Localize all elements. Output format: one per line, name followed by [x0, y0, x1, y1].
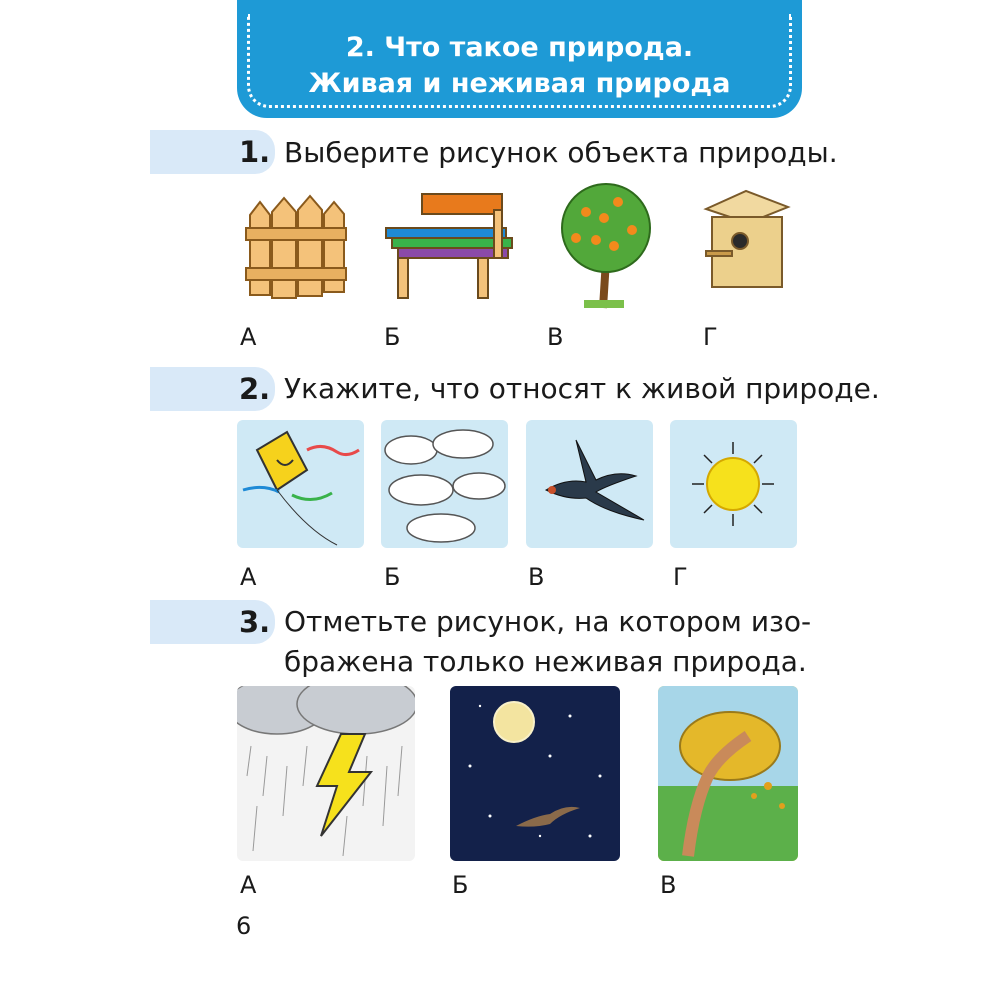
q3-option-a-label: А	[240, 871, 257, 899]
tree-icon[interactable]	[548, 180, 666, 310]
sun-icon	[670, 420, 797, 548]
question-3-text-line1: Отметьте рисунок, на котором изо-	[284, 605, 812, 638]
question-2-text: Укажите, что относят к живой природе.	[284, 372, 880, 405]
q2-option-b-label: Б	[384, 563, 401, 591]
q2-option-a-label: А	[240, 563, 257, 591]
question-1-number: 1.	[239, 135, 271, 169]
q1-option-g-label: Г	[703, 323, 718, 351]
windy-tree-icon	[658, 686, 798, 861]
birdhouse-icon[interactable]	[700, 183, 792, 293]
q3-option-b-label: Б	[452, 871, 469, 899]
q1-option-v-label: В	[547, 323, 564, 351]
section-header	[237, 0, 802, 118]
night-moon-icon	[450, 686, 620, 861]
question-1-text: Выберите рисунок объекта природы.	[284, 136, 838, 169]
bench-icon[interactable]	[382, 186, 516, 306]
q1-option-a-label: А	[240, 323, 257, 351]
q2-option-v-label: В	[528, 563, 545, 591]
windy-tree-tile[interactable]	[658, 686, 798, 861]
section-title-line2: Живая и неживая природа	[308, 68, 731, 99]
thunderstorm-tile[interactable]	[237, 686, 415, 861]
kite-icon	[237, 420, 364, 548]
swallow-tile[interactable]	[526, 420, 653, 548]
question-3-number: 3.	[239, 605, 271, 639]
section-title-line1: 2. Что такое природа.	[345, 32, 694, 63]
section-title	[237, 30, 802, 102]
clouds-tile[interactable]	[381, 420, 508, 548]
kite-tile[interactable]	[237, 420, 364, 548]
q1-option-b-label: Б	[384, 323, 401, 351]
sun-tile[interactable]	[670, 420, 797, 548]
clouds-icon	[381, 420, 508, 548]
night-moon-tile[interactable]	[450, 686, 620, 861]
q2-option-g-label: Г	[673, 563, 688, 591]
question-2-number: 2.	[239, 372, 271, 406]
fence-icon[interactable]	[242, 190, 348, 305]
question-3-text-line2: бражена только неживая природа.	[284, 645, 807, 678]
q3-option-v-label: В	[660, 871, 677, 899]
page-number: 6	[236, 912, 252, 940]
swallow-icon	[526, 420, 653, 548]
thunderstorm-icon	[237, 686, 415, 861]
